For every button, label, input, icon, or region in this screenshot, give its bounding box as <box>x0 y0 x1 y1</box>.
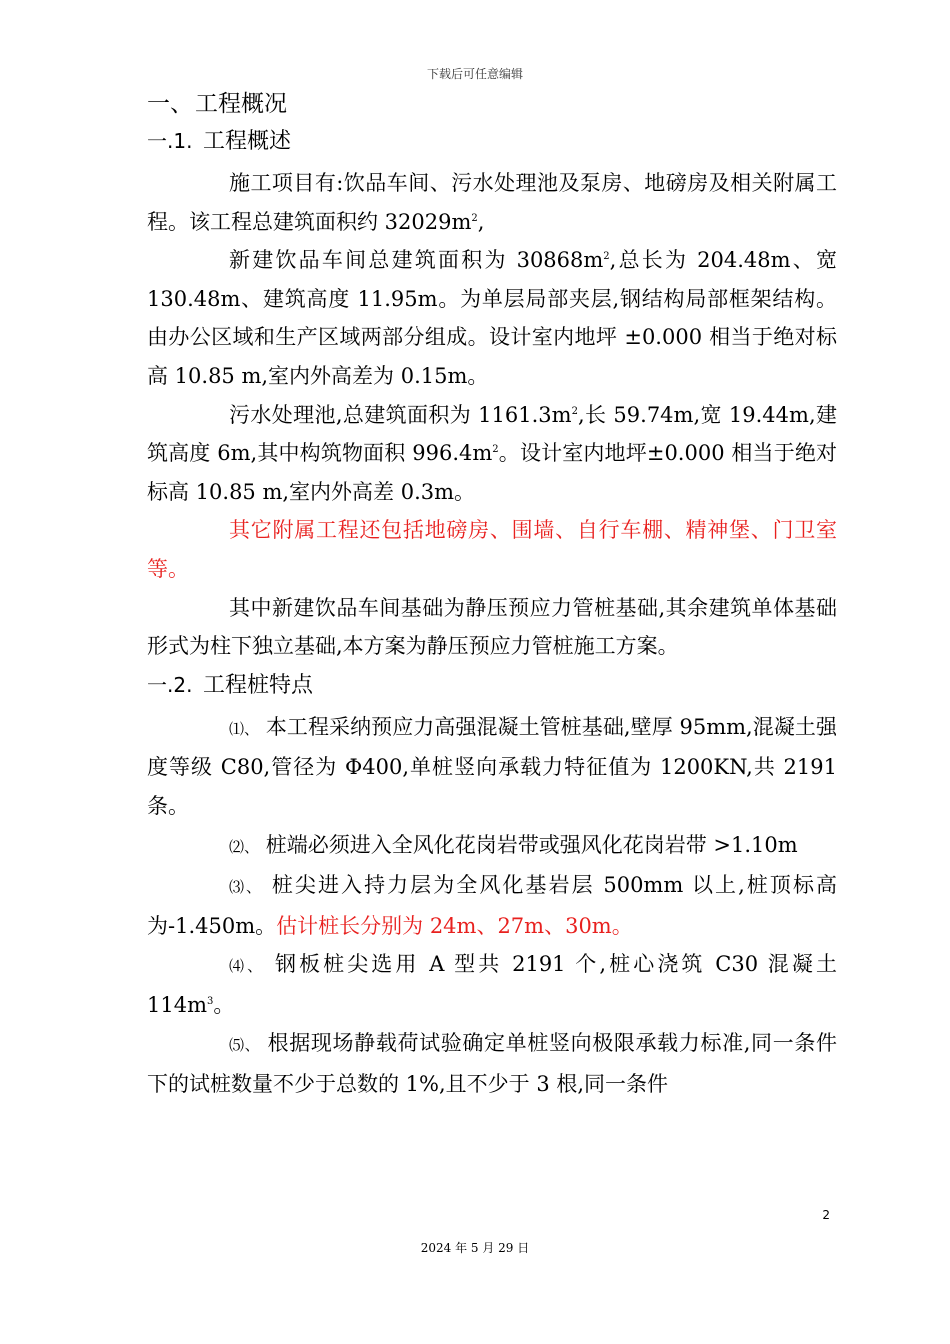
section-number: 一.2. <box>147 672 193 697</box>
list-item-2: ⑵、 桩端必须进入全风化花岗岩带或强风化花岗岩带 >1.10m <box>229 832 798 857</box>
paragraph-beverage-workshop: 新建饮品车间总建筑面积为 $30868m^2$,总长为 204.48m、宽 130.48m、建筑高度 11.95m。为单层局部夹层,钢结构局部框架结构。由办公区域和生产区域两部分组成。设计室内地坪 ±0.000 相当于绝对标高 10.85 m,室内外高差为 0.15m。 <box>147 248 837 388</box>
item-number: ⑶、 <box>229 878 264 897</box>
page-header: 下载后可任意编辑 <box>426 67 523 81</box>
item-number: ⑸、 <box>229 1036 261 1055</box>
page-footer-date: 2024 年 5 月 29 日 <box>420 1241 530 1255</box>
paragraph-ancillary-works: 其它附属工程还包括地磅房、围墙、自行车棚、精神堡、门卫室等。 <box>147 518 837 581</box>
item-number: ⑴、 <box>229 719 260 738</box>
paragraph-project-scope: 施工项目有:饮品车间、污水处理池及泵房、地磅房及相关附属工程。该工程总建筑面积约 $32029m^2$, <box>147 171 837 234</box>
document-body <box>147 86 837 1104</box>
section-number: 一、 <box>147 91 193 117</box>
list-item-4: ⑷、 钢板桩尖选用 A 型共 2191 个,桩心浇筑 C30 混凝土 $114m^3$。 <box>147 952 837 1017</box>
item-number: ⑷、 <box>229 957 266 976</box>
section-title: 工程概况 <box>195 91 287 117</box>
section-heading-1-2 <box>147 666 837 704</box>
paragraph-foundation-scheme: 其中新建饮品车间基础为静压预应力管桩基础,其余建筑单体基础形式为柱下独立基础,本方案为静压预应力管桩施工方案。 <box>147 595 837 659</box>
section-title: 工程概述 <box>203 129 292 154</box>
section-number: 一.1. <box>147 129 193 153</box>
list-item-1: ⑴、 本工程采纳预应力高强混凝土管桩基础,壁厚 95mm,混凝土强度等级 C80,管径为 Φ400,单桩竖向承载力特征值为 1200KN,共 2191 条。 <box>147 714 837 818</box>
section-title: 工程桩特点 <box>203 672 314 698</box>
item-number: ⑵、 <box>229 837 260 856</box>
list-item-5: ⑸、 根据现场静载荷试验确定单桩竖向极限承载力标准,同一条件下的试桩数量不少于总数的 1%,且不少于 3 根,同一条件 <box>147 1031 837 1097</box>
section-heading-1-1 <box>147 122 837 160</box>
pile-length-estimate: 估计桩长分别为 24m、27m、30m。 <box>276 913 633 938</box>
paragraph-sewage-pool: 污水处理池,总建筑面积为 $1161.3m^2$,长 59.74m,宽 19.44m,建筑高度 6m,其中构筑物面积 $996.4m^2$。设计室内地坪±0.000 相当于绝对标高 10.85 m,室内外高差 0.3m。 <box>147 402 837 504</box>
list-item-3: ⑶、 桩尖进入持力层为全风化基岩层 500mm 以上,桩顶标高为-1.450m。估计桩长分别为 24m、27m、30m。 <box>147 873 837 938</box>
section-heading-1 <box>147 86 837 122</box>
page-number: 2 <box>822 1208 830 1222</box>
